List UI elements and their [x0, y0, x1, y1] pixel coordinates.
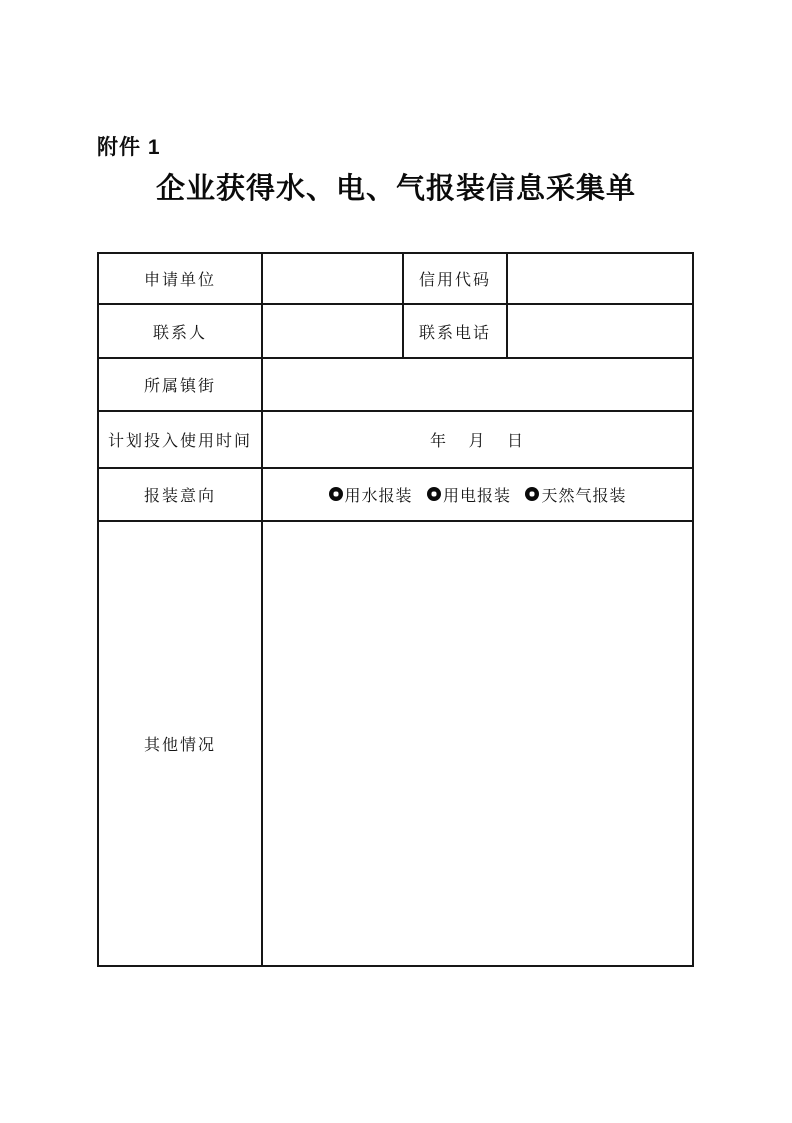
radio-selected-icon[interactable]: [427, 487, 441, 501]
page-title: 企业获得水、电、气报装信息采集单: [155, 173, 636, 205]
table-row: [98, 468, 693, 521]
phone-label: 联系电话: [403, 304, 507, 358]
intent-option-electricity[interactable]: [427, 483, 511, 506]
credit-code-field[interactable]: [507, 253, 693, 304]
contact-label: 联系人: [98, 304, 262, 358]
attachment-label: 附件 1: [97, 136, 161, 159]
other-label: 其他情况: [98, 521, 262, 966]
town-field[interactable]: [262, 358, 693, 411]
phone-field[interactable]: [507, 304, 693, 358]
intent-label: 报装意向: [98, 468, 262, 521]
town-label: 所属镇街: [98, 358, 262, 411]
table-row: [98, 521, 693, 966]
intent-option-label: 天然气报装: [541, 487, 627, 505]
planned-time-field[interactable]: 年 月 日: [262, 411, 693, 468]
intent-option-label: 用电报装: [442, 487, 511, 505]
applicant-label: 申请单位: [98, 253, 262, 304]
other-field[interactable]: [262, 521, 693, 966]
planned-time-label: 计划投入使用时间: [98, 411, 262, 468]
contact-field[interactable]: [262, 304, 403, 358]
intent-option-label: 用水报装: [344, 487, 413, 505]
table-row: [98, 411, 693, 468]
table-row: [98, 253, 693, 304]
intent-option-water[interactable]: [329, 483, 413, 506]
table-row: [98, 304, 693, 358]
radio-selected-icon[interactable]: [329, 487, 343, 501]
intent-options-cell: [262, 468, 693, 521]
intent-option-gas[interactable]: [525, 483, 626, 506]
credit-code-label: 信用代码: [403, 253, 507, 304]
table-row: [98, 358, 693, 411]
radio-selected-icon[interactable]: [525, 487, 539, 501]
info-collection-table: [97, 252, 694, 967]
applicant-field[interactable]: [262, 253, 403, 304]
